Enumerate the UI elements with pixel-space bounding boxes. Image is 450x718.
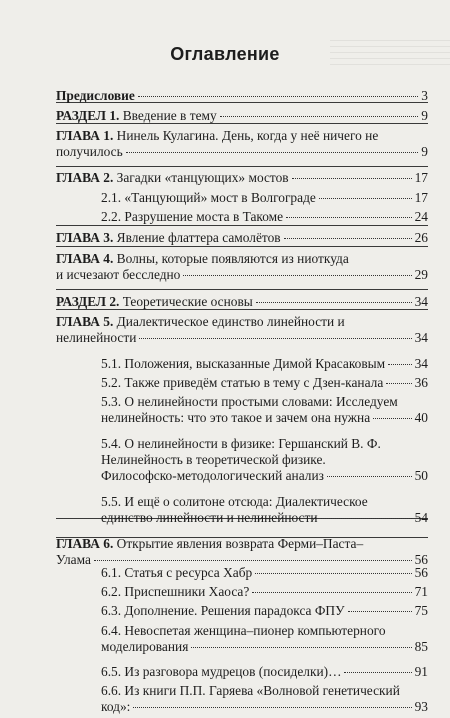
dot-leader	[386, 382, 411, 384]
page-title: Оглавление	[170, 44, 280, 64]
toc-subentry[interactable]	[101, 436, 428, 484]
entry-text-continued: моделирования	[101, 639, 189, 654]
entry-text: 2.2. Разрушение моста в Такоме	[101, 209, 284, 224]
dot-leader	[284, 237, 412, 239]
dot-leader	[139, 337, 411, 339]
entry-text-continued: Улама	[56, 552, 91, 567]
page-number: 26	[414, 230, 428, 245]
toc-entry[interactable]	[56, 314, 428, 346]
toc-subentry[interactable]	[101, 356, 428, 372]
page-number: 9	[421, 108, 428, 123]
entry-title	[101, 375, 383, 391]
entry-text: Волны, которые появляются из ниоткуда	[113, 251, 349, 266]
dot-leader	[220, 115, 419, 117]
entry-label: ГЛАВА 5.	[56, 314, 114, 329]
toc-subentry[interactable]	[101, 394, 428, 426]
entry-title	[56, 314, 345, 330]
toc-entry[interactable]	[56, 230, 428, 246]
entry-title	[101, 209, 283, 225]
dot-leader	[286, 216, 412, 218]
entry-title	[56, 88, 135, 104]
dot-leader	[327, 475, 412, 477]
entry-title	[101, 623, 386, 639]
entry-title	[101, 494, 368, 510]
entry-text: Диалектическое единство линейности и	[113, 314, 345, 329]
entry-text: 6.4. Невоспетая женщина–пионер компьютерного	[101, 623, 386, 638]
dot-leader	[319, 197, 412, 199]
toc-subentry[interactable]	[101, 623, 428, 655]
toc-entry[interactable]	[56, 108, 428, 124]
page-number: 9	[421, 144, 428, 159]
entry-label: Предисловие	[56, 88, 135, 103]
page-number: 17	[414, 190, 428, 205]
section-divider	[56, 289, 428, 290]
dot-leader	[256, 301, 412, 303]
page-number: 93	[414, 699, 428, 714]
entry-text-continued: и исчезают бесследно	[56, 267, 181, 282]
dot-leader	[191, 646, 411, 648]
entry-text: 6.6. Из книги П.П. Гаряева «Волновой генетический	[101, 683, 400, 698]
entry-text: Введение в тему	[119, 108, 217, 123]
entry-title	[101, 664, 341, 680]
dot-leader	[388, 363, 411, 365]
entry-title	[56, 294, 253, 310]
section-divider	[56, 246, 428, 247]
entry-text-continued: получилось	[56, 144, 123, 159]
toc-entry[interactable]	[56, 536, 428, 568]
page-number: 34	[414, 330, 428, 345]
entry-text: Загадки «танцующих» мостов	[113, 170, 289, 185]
entry-text: 5.2. Также приведём статью в тему с Дзен-канала	[101, 375, 384, 390]
entry-title	[101, 565, 252, 581]
entry-text-continued: единство линейности и нелинейности	[101, 510, 318, 525]
page-number: 56	[414, 552, 428, 567]
entry-text: 2.1. «Танцующий» мост в Волгограде	[101, 190, 316, 205]
entry-label: РАЗДЕЛ 1.	[56, 108, 120, 123]
toc-subentry[interactable]	[101, 683, 428, 715]
entry-title	[56, 251, 349, 267]
page-number: 36	[414, 375, 428, 390]
entry-text: 6.2. Приспешники Хаоса?	[101, 584, 250, 599]
entry-title	[56, 128, 378, 144]
entry-text-continued: Нелинейность в теоретической физике.	[101, 452, 326, 467]
page-number: 29	[414, 267, 428, 282]
entry-text: Нинель Кулагина. День, когда у неё ничего не	[113, 128, 379, 143]
dot-leader	[348, 610, 412, 612]
dot-leader	[133, 706, 411, 708]
entry-title	[101, 394, 398, 410]
toc-subentry[interactable]	[101, 494, 428, 526]
entry-text: Теоретические основы	[119, 294, 253, 309]
page-number: 71	[414, 584, 428, 599]
entry-text: Явление флаттера самолётов	[113, 230, 281, 245]
toc-subentry[interactable]	[101, 664, 428, 680]
dot-leader	[94, 559, 412, 561]
page-number: 34	[414, 356, 428, 371]
toc-subentry[interactable]	[101, 375, 428, 391]
dot-leader	[138, 95, 418, 97]
page-number: 50	[414, 468, 428, 483]
entry-title	[56, 170, 289, 186]
entry-label: ГЛАВА 2.	[56, 170, 114, 185]
toc-entry[interactable]	[56, 128, 428, 160]
entry-title	[56, 108, 217, 124]
dot-leader	[373, 417, 411, 419]
entry-label: ГЛАВА 4.	[56, 251, 114, 266]
entry-label: ГЛАВА 3.	[56, 230, 114, 245]
entry-label: ГЛАВА 1.	[56, 128, 114, 143]
page-number: 75	[414, 603, 428, 618]
entry-text: 5.1. Положения, высказанные Димой Красаковым	[101, 356, 386, 371]
dot-leader	[252, 591, 411, 593]
page-number: 17	[414, 170, 428, 185]
entry-title	[56, 536, 363, 552]
toc-subentry[interactable]	[101, 603, 428, 619]
dot-leader	[321, 517, 412, 519]
entry-text-continued: нелинейности	[56, 330, 137, 345]
entry-title	[56, 230, 281, 246]
entry-text: 5.4. О нелинейности в физике: Гершанский В. Ф.	[101, 436, 381, 451]
page-number: 24	[414, 209, 428, 224]
entry-text-continued: Философско-методологический анализ	[101, 468, 324, 483]
entry-title	[101, 436, 381, 452]
entry-text-continued: код»:	[101, 699, 131, 714]
entry-title	[101, 683, 400, 699]
entry-title	[101, 603, 345, 619]
entry-title	[101, 356, 385, 372]
toc-entry[interactable]	[56, 170, 428, 186]
page-number: 56	[414, 565, 428, 580]
toc-subentry[interactable]	[101, 565, 428, 581]
entry-label: РАЗДЕЛ 2.	[56, 294, 120, 309]
entry-text: 6.5. Из разговора мудрецов (посиделки)…	[101, 664, 342, 679]
toc-entry[interactable]	[56, 88, 428, 104]
page-number: 40	[414, 410, 428, 425]
page-number: 91	[414, 664, 428, 679]
entry-text: 6.3. Дополнение. Решения парадокса ФПУ	[101, 603, 345, 618]
entry-text: 5.5. И ещё о солитоне отсюда: Диалектическое	[101, 494, 368, 509]
toc-entry[interactable]	[56, 294, 428, 310]
entry-text: 6.1. Статья с ресурса Хабр	[101, 565, 253, 580]
entry-label: ГЛАВА 6.	[56, 536, 114, 551]
dot-leader	[183, 274, 411, 276]
entry-title	[101, 584, 249, 600]
page-number: 85	[414, 639, 428, 654]
dot-leader	[292, 177, 412, 179]
entry-text: Открытие явления возврата Ферми–Паста–	[113, 536, 364, 551]
toc-subentry[interactable]	[101, 584, 428, 600]
entry-title	[101, 190, 316, 206]
section-divider	[56, 225, 428, 226]
page-number: 54	[414, 510, 428, 525]
toc-subentry[interactable]	[101, 209, 428, 225]
toc-subentry[interactable]	[101, 190, 428, 206]
page-number: 34	[414, 294, 428, 309]
dot-leader	[255, 572, 411, 574]
entry-text: 5.3. О нелинейности простыми словами: Исследуем	[101, 394, 398, 409]
toc-entry[interactable]	[56, 251, 428, 283]
section-divider	[56, 166, 428, 167]
page-number: 3	[421, 88, 428, 103]
entry-text-continued: нелинейность: что это такое и зачем она нужна	[101, 410, 371, 425]
dot-leader	[344, 671, 411, 673]
dot-leader	[126, 151, 419, 153]
